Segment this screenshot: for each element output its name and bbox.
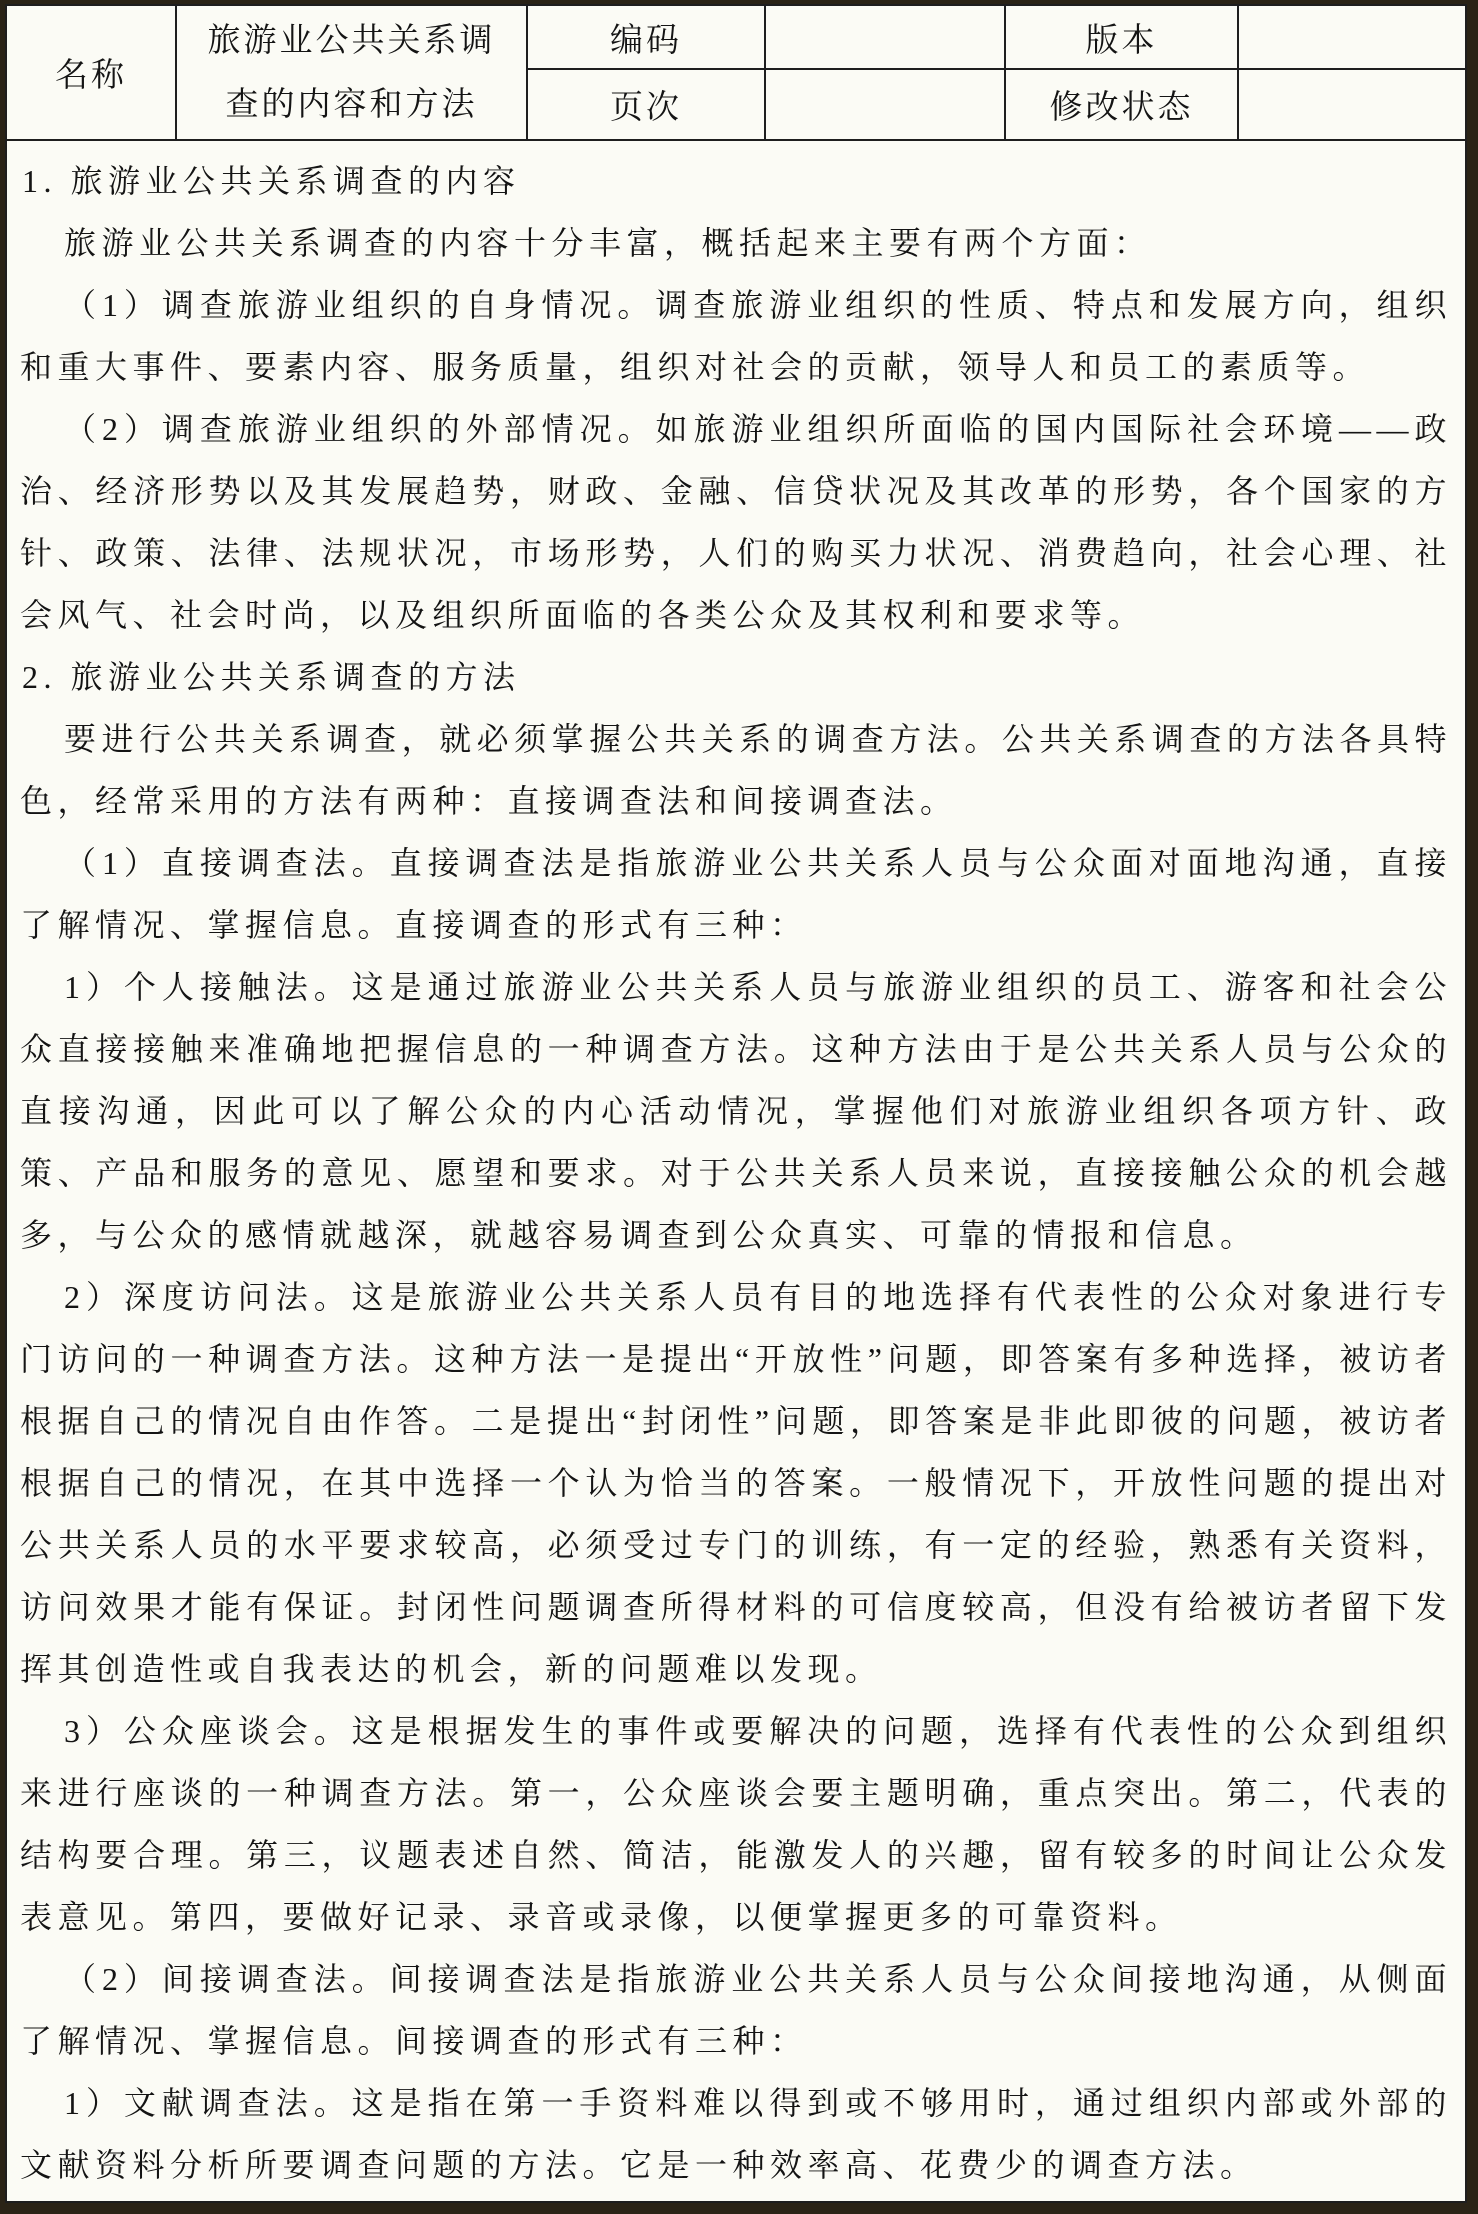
header-cell-code-label [528, 6, 766, 70]
pageno-label: 页次 [610, 90, 682, 126]
document-page [5, 4, 1467, 2203]
header-cell-name-label [7, 6, 177, 139]
section-2-heading: 2. 旅游业公共关系调查的方法 [22, 659, 521, 695]
paragraph-content-1: （1）调查旅游业组织的自身情况。调查旅游业组织的性质、特点和发展方向，组织和重大事件、要素内容、服务质量，组织对社会的贡献，领导人和员工的素质等。 [20, 287, 1452, 385]
paragraph-direct-method: （1）直接调查法。直接调查法是指旅游业公共关系人员与公众面对面地沟通，直接了解情况、掌握信息。直接调查的形式有三种： [20, 845, 1452, 943]
paragraph-literature-survey: 1）文献调查法。这是指在第一手资料难以得到或不够用时，通过组织内部或外部的文献资料分析所要调查问题的方法。它是一种效率高、花费少的调查方法。 [20, 2085, 1452, 2183]
header-cell-revision-value [1239, 70, 1465, 139]
header-cell-version-label [1006, 6, 1239, 70]
section-2-intro: 要进行公共关系调查，就必须掌握公共关系的调查方法。公共关系调查的方法各具特色，经常采用的方法有两种：直接调查法和间接调查法。 [20, 721, 1452, 819]
version-label: 版本 [1085, 22, 1158, 59]
paragraph-personal-contact: 1）个人接触法。这是通过旅游业公共关系人员与旅游业组织的员工、游客和社会公众直接接触来准确地把握信息的一种调查方法。这种方法由于是公共关系人员与公众的直接沟通，因此可以了解公众的内心活动情况，掌握他们对旅游业组织各项方针、政策、产品和服务的意见、愿望和要求。对于公共关系人员来说，直接接触公众的机会越多，与公众的感情就越深，就越容易调查到公众真实、可靠的情报和信息。 [20, 969, 1452, 1253]
header-cell-revision-label [1006, 70, 1239, 139]
paragraph-indirect-method: （2）间接调查法。间接调查法是指旅游业公共关系人员与公众间接地沟通，从侧面了解情况、掌握信息。间接调查的形式有三种： [20, 1961, 1452, 2059]
header-cell-pageno-label [528, 70, 766, 139]
header-table [7, 6, 1465, 141]
revision-label: 修改状态 [1049, 90, 1194, 126]
document-title-line2: 查的内容和方法 [225, 86, 478, 123]
header-cell-code-value [766, 6, 1006, 70]
paragraph-depth-interview: 2）深度访问法。这是旅游业公共关系人员有目的地选择有代表性的公众对象进行专门访问的一种调查方法。这种方法一是提出“开放性”问题，即答案有多种选择，被访者根据自己的情况自由作答。二是提出“封闭性”问题，即答案是非此即彼的问题，被访者根据自己的情况，在其中选择一个认为恰当的答案。一般情况下，开放性问题的提出对公共关系人员的水平要求较高，必须受过专门的训练，有一定的经验，熟悉有关资料，访问效果才能有保证。封闭性问题调查所得材料的可信度较高，但没有给被访者留下发挥其创造性或自我表达的机会，新的问题难以发现。 [20, 1279, 1452, 1687]
header-cell-version-value [1239, 6, 1465, 70]
document-body [7, 141, 1465, 2196]
name-label: 名称 [55, 58, 127, 94]
section-1-heading: 1. 旅游业公共关系调查的内容 [22, 163, 521, 199]
header-cell-document-title [177, 6, 528, 139]
section-1-intro: 旅游业公共关系调查的内容十分丰富，概括起来主要有两个方面： [64, 225, 1152, 261]
paragraph-content-2: （2）调查旅游业组织的外部情况。如旅游业组织所面临的国内国际社会环境——政治、经济形势以及其发展趋势，财政、金融、信贷状况及其改革的形势，各个国家的方针、政策、法律、法规状况，市场形势，人们的购买力状况、消费趋向，社会心理、社会风气、社会时尚，以及组织所面临的各类公众及其权利和要求等。 [20, 411, 1452, 633]
document-title-line1: 旅游业公共关系调 [207, 22, 496, 59]
code-label: 编码 [610, 22, 682, 59]
paragraph-public-forum: 3）公众座谈会。这是根据发生的事件或要解决的问题，选择有代表性的公众到组织来进行座谈的一种调查方法。第一，公众座谈会要主题明确，重点突出。第二，代表的结构要合理。第三，议题表述自然、简洁，能激发人的兴趣，留有较多的时间让公众发表意见。第四，要做好记录、录音或录像，以便掌握更多的可靠资料。 [20, 1713, 1452, 1935]
header-cell-pageno-value [766, 70, 1006, 139]
